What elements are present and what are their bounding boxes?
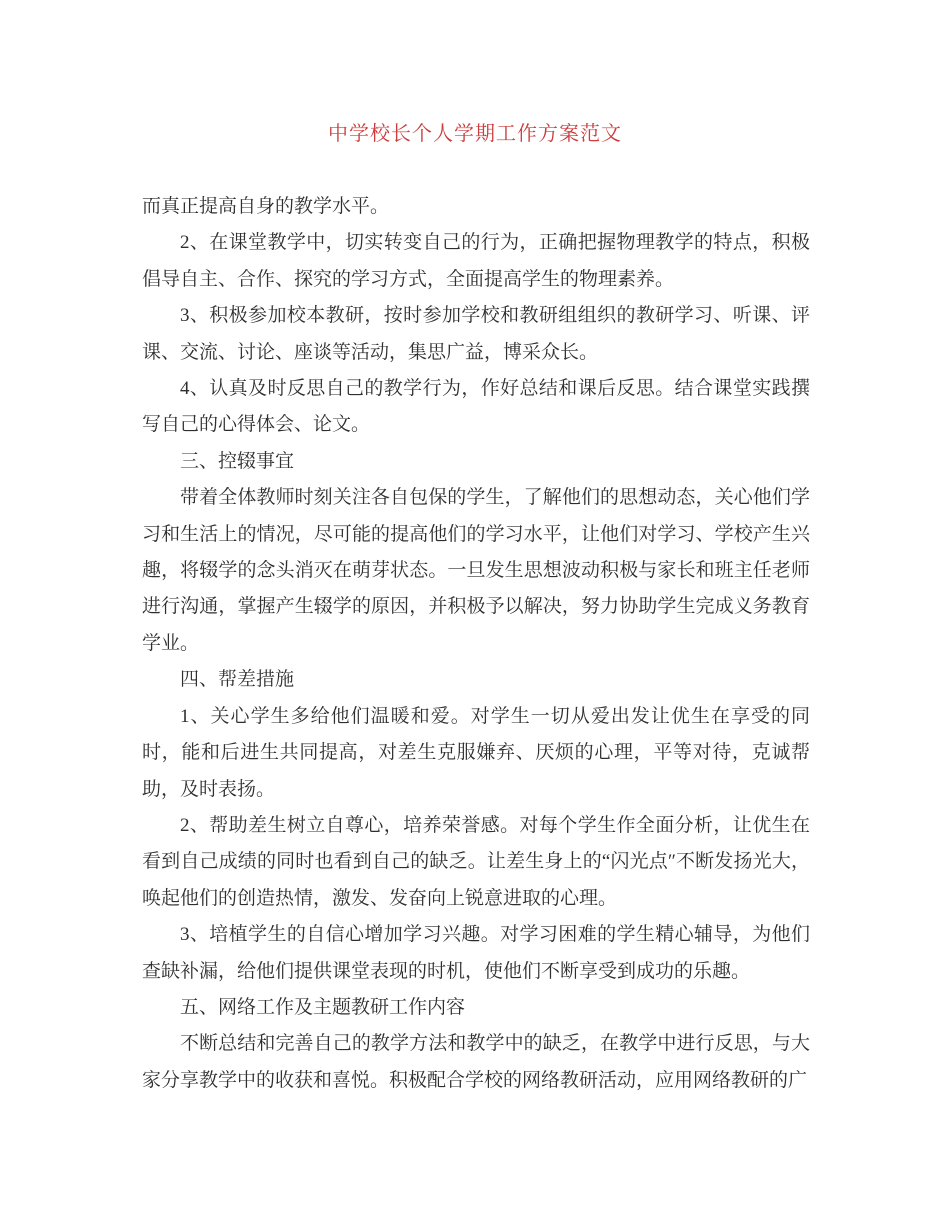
paragraph: 带着全体教师时刻关注各自包保的学生，了解他们的思想动态，关心他们学习和生活上的情况，尽可能的提高他们的学习水平，让他们对学习、学校产生兴趣，将辍学的念头消灭在萌芽状态。一旦发生思想波动积极与家长和班主任老师进行沟通，掌握产生辍学的原因，并积极予以解决，努力协助学生完成义务教育学业。	[142, 487, 810, 654]
section-heading-control-dropout: 三、控辍事宜	[180, 450, 295, 472]
document-body	[142, 189, 810, 1099]
section-heading-help-weak: 四、帮差措施	[180, 669, 295, 691]
section-heading-network-work: 五、网络工作及主题教研工作内容	[180, 996, 466, 1018]
document-title: 中学校长个人学期工作方案范文	[328, 123, 622, 145]
paragraph: 1、关心学生多给他们温暖和爱。对学生一切从爱出发让优生在享受的同时，能和后进生共同提高，对差生克服嫌弃、厌烦的心理，平等对待，克诚帮助，及时表扬。	[142, 705, 810, 800]
paragraph: 2、在课堂教学中，切实转变自己的行为，正确把握物理教学的特点，积极倡导自主、合作、探究的学习方式，全面提高学生的物理素养。	[142, 232, 810, 290]
paragraph: 4、认真及时反思自己的教学行为，作好总结和课后反思。结合课堂实践撰写自己的心得体会、论文。	[142, 378, 810, 436]
paragraph: 而真正提高自身的教学水平。	[142, 196, 390, 217]
paragraph: 2、帮助差生树立自尊心，培养荣誉感。对每个学生作全面分析，让优生在看到自己成绩的同时也看到自己的缺乏。让差生身上的“闪光点″不断发扬光大，唤起他们的创造热情，激发、发奋向上锐意进取的心理。	[142, 814, 810, 909]
paragraph: 不断总结和完善自己的教学方法和教学中的缺乏，在教学中进行反思，与大家分享教学中的收获和喜悦。积极配合学校的网络教研活动，应用网络教研的广	[142, 1033, 810, 1091]
paragraph: 3、培植学生的自信心增加学习兴趣。对学习困难的学生精心辅导，为他们查缺补漏，给他们提供课堂表现的时机，使他们不断享受到成功的乐趣。	[142, 924, 810, 982]
paragraph: 3、积极参加校本教研，按时参加学校和教研组组织的教研学习、听课、评课、交流、讨论、座谈等活动，集思广益，博采众长。	[142, 305, 810, 363]
